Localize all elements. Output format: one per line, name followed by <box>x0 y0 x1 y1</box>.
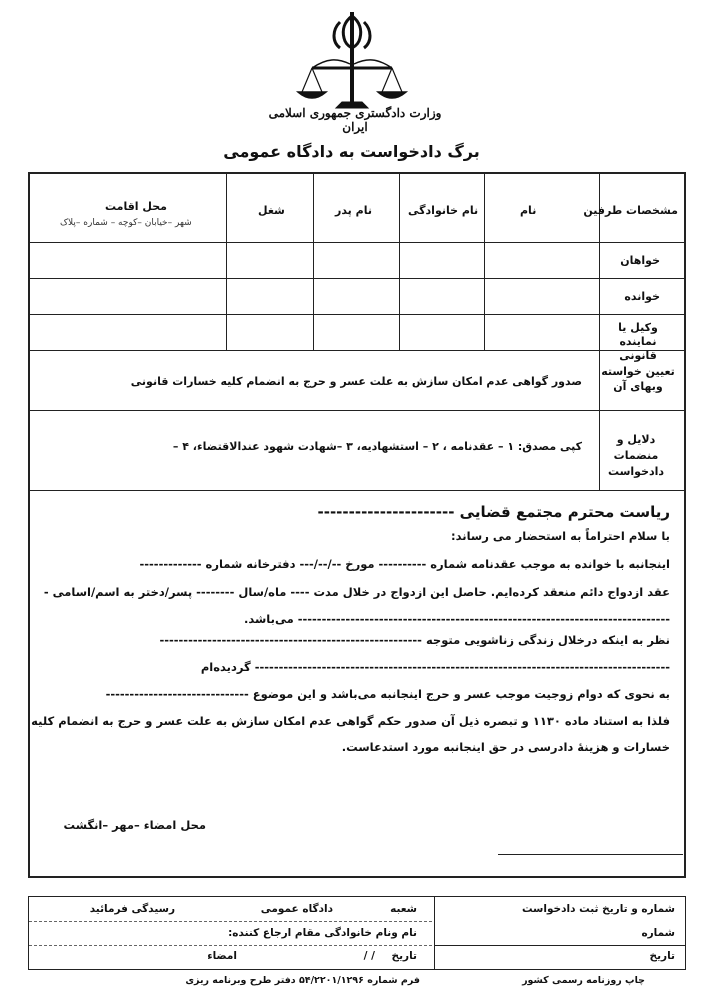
evidence-value: کپی مصدق: ۱ – عقدنامه ، ۲ – استشهادیه، ۳ –شهادت شهود عندالاقتضاء، ۴ – <box>172 440 582 453</box>
row-defendant-label: خوانده <box>624 290 660 303</box>
petition-line-8: خسارات و هزینهٔ دادرسی در حق اینجانبه مورد استدعاست. <box>341 740 670 754</box>
judiciary-emblem-scales-icon <box>292 8 412 118</box>
form-number-info: فرم شماره ۵۴/۲۲۰۱/۱۲۹۶ دفتر طرح وبرنامه ریزی <box>185 975 420 986</box>
registration-date-label: تاریخ <box>649 950 675 962</box>
sign-label: امضاء <box>207 950 237 962</box>
petition-line-6: به نحوی که دوام زوجیت موجب عسر و حرج اینجانبه می‌باشد و این موضوع ------------------------------ <box>105 687 670 701</box>
evidence-label: دلایل و منضمات دادخواست <box>607 433 665 478</box>
row-attorney-label: وکیل یا نماینده قانونی <box>618 321 658 362</box>
petition-line-3: ------------------------------------------------------------------------------ می‌باشد. <box>243 612 670 626</box>
registration-title: شماره و تاریخ ثبت دادخواست <box>521 903 675 915</box>
petition-addressee: ریاست محترم مجتمع قضایی ---------------------- <box>317 503 670 521</box>
petition-line-1: اینجانبه با خوانده به موجب عقدنامه شماره ---------- مورخ --/--/--- دفترخانه شماره ------------- <box>139 557 670 571</box>
petition-line-7: فلذا به استناد ماده ۱۱۳۰ و تبصره ذیل آن صدور حکم گواهی عدم امکان سازش به علت عسر و حرج به انضمام کلیه <box>31 714 670 728</box>
ministry-name: وزارت دادگستری جمهوری اسلامی ایران <box>268 106 442 134</box>
signature-place: محل امضاء –مهر –انگشت <box>63 818 206 832</box>
handle-instruction: رسیدگی فرمائید <box>89 903 175 915</box>
registration-number-label: شماره <box>641 927 675 939</box>
date-value: / / <box>363 950 375 962</box>
petition-frame <box>28 172 686 878</box>
form-title: برگ دادخواست به دادگاه عمومی <box>223 142 480 161</box>
referral-label: نام ونام خانوادگی مقام ارجاع کننده: <box>228 927 417 939</box>
petition-line-2: عقد ازدواج دائم منعقد کرده‌ایم. حاصل این ازدواج در خلال مدت ---- ماه/سال -------- پسر/دختر به اسم/اسامی - <box>43 585 670 599</box>
petition-greeting: با سلام احتراماً به استحضار می رساند: <box>451 529 670 543</box>
court-label: دادگاه عمومی <box>260 903 333 915</box>
branch-label: شعبه <box>390 903 417 915</box>
petition-line-4: نظر به اینکه درخلال زندگی زناشویی متوجه ------------------------------------------------------- <box>159 633 670 647</box>
claim-label: تعیین خواسته وبهای آن <box>601 365 675 393</box>
row-plaintiff-label: خواهان <box>620 254 660 267</box>
col-parties-header: مشخصات طرفین <box>583 204 678 217</box>
col-residence-header: محل اقامت <box>105 200 167 213</box>
claim-value: صدور گواهی عدم امکان سازش به علت عسر و حرج به انضمام کلیه خسارات قانونی <box>130 375 582 388</box>
registration-box <box>28 896 686 970</box>
col-last-name-header: نام خانوادگی <box>408 204 479 217</box>
petition-line-5: --------------------------------------------------------------------------------------- گردیده‌ام <box>200 660 670 674</box>
col-father-name-header: نام پدر <box>335 204 372 217</box>
signature-line <box>498 854 683 855</box>
date-label: تاریخ <box>391 950 417 962</box>
col-first-name-header: نام <box>520 204 537 217</box>
publisher-info: چاپ روزنامه رسمی کشور <box>522 975 645 986</box>
residence-hint: شهر –خیابان –کوچه – شماره –پلاک <box>60 218 192 228</box>
col-occupation-header: شغل <box>258 204 285 217</box>
